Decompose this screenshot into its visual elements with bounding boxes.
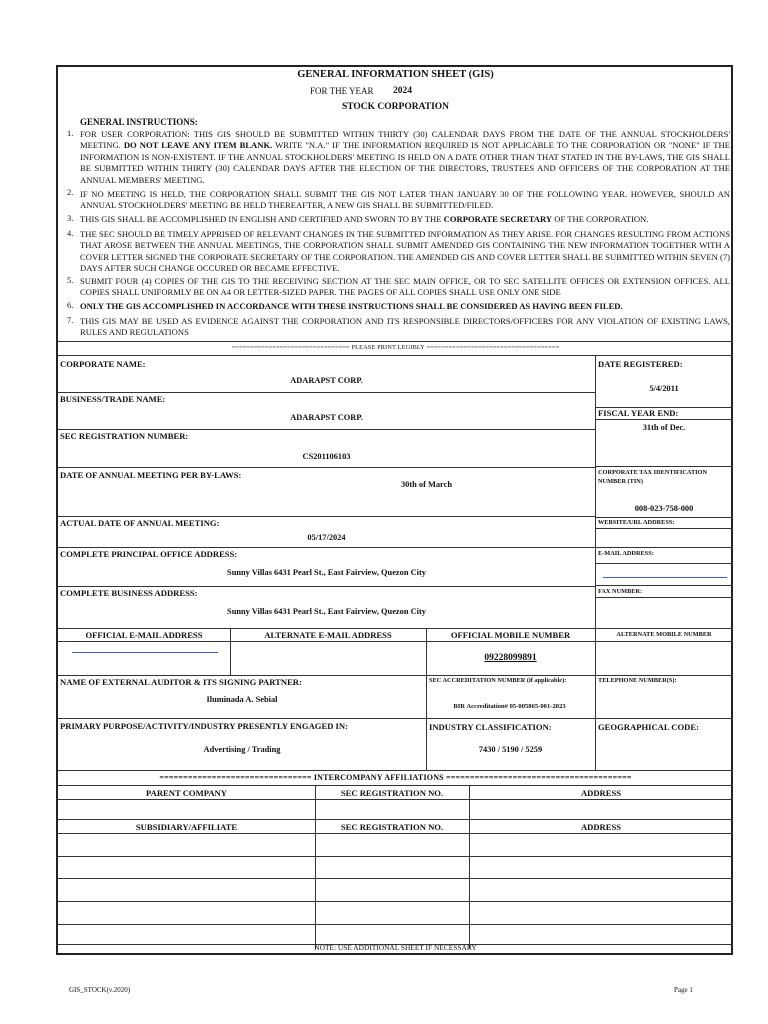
email-label: E-MAIL ADDRESS: [598, 550, 654, 557]
for-the-year-label: FOR THE YEAR [310, 86, 374, 96]
instruction-text: SUBMIT FOUR (4) COPIES OF THE GIS TO THE RECEIVING SECTION AT THE SEC MAIN OFFICE, OR TO SEC SATELLITE OFFICES OR EXTENSION OFFICES. ALL COPIES SHALL UNIFORMLY BE ON A4 OR LETTER-SIZED PAPER. THE PAGES OF ALL COPIES SHALL USE ONLY ONE SIDE [80, 276, 730, 298]
form-title: GENERAL INFORMATION SHEET (GIS) [297, 69, 494, 80]
sec-accreditation-label: SEC ACCREDITATION NUMBER (if applicable): [429, 677, 567, 684]
geo-code-label: GEOGRAPHICAL CODE: [598, 722, 699, 732]
print-legibly-banner: ================================ PLEASE PRINT LEGIBLY ==================================== [231, 344, 560, 351]
instruction-number: 7. [67, 316, 74, 325]
page-number: Page 1 [674, 986, 693, 994]
form-code: GIS_STOCK(v.2020) [69, 986, 131, 994]
instruction-number: 3. [67, 214, 74, 223]
additional-sheet-note: NOTE: USE ADDITIONAL SHEET IF NECESSARY [314, 943, 477, 952]
fax-label: FAX NUMBER: [598, 588, 643, 595]
annual-meeting-bylaws-value[interactable]: 30th of March [400, 480, 453, 489]
telephone-label: TELEPHONE NUMBER(S): [598, 677, 677, 684]
principal-address-value[interactable]: Sunny Villas 6431 Pearl St., East Fairview, Quezon City [227, 568, 426, 577]
primary-purpose-value[interactable]: Advertising / Trading [203, 745, 281, 754]
instruction-bold-text: CORPORATE SECRETARY [443, 214, 553, 224]
auditor-value[interactable]: Iluminada A. Sebial [206, 695, 278, 704]
business-address-label: COMPLETE BUSINESS ADDRESS: [60, 588, 198, 598]
instruction-bold-text: DO NOT LEAVE ANY ITEM BLANK. [123, 140, 273, 151]
instruction-text: THE SEC SHOULD BE TIMELY APPRISED OF RELEVANT CHANGES IN THE SUBMITTED INFORMATION AS THEY ARISE. FOR CHANGES RESULTING FROM ACTIONS THAT AROSE BETWEEN THE ANNUAL MEETINGS, THE CORPORATION SHALL SUBMIT AMENDED GIS CONTAINING THE NEW INFORMATION TOGETHER WITH A COVER LETTER SIGNED THE CORPORATE SECRETARY OF THE CORPORATION. THE AMENDED GIS AND COVER LETTER SHALL BE SUBMITTED WITHIN SEVEN (7) DAYS AFTER SUCH CHANGE OCCURED OR BECAME EFFECTIVE. [80, 229, 730, 274]
industry-class-value[interactable]: 7430 / 5190 / 5259 [478, 745, 543, 754]
primary-purpose-label: PRIMARY PURPOSE/ACTIVITY/INDUSTRY PRESENTLY ENGAGED IN: [60, 721, 348, 731]
official-email-field[interactable] [72, 652, 218, 653]
official-mobile-value[interactable]: 09228099891 [484, 653, 537, 663]
instruction-number: 2. [67, 188, 74, 197]
instruction-number: 1. [67, 129, 74, 138]
sec-registration-label: SEC REGISTRATION NUMBER: [60, 431, 189, 441]
official-email-label: OFFICIAL E-MAIL ADDRESS [85, 630, 203, 640]
bir-accreditation-value[interactable]: BIR Accreditation# 05-005865-001-2023 [453, 703, 566, 710]
instruction-3 [80, 214, 730, 225]
affiliations-heading: ================================ INTERCOMPANY AFFILIATIONS ======================================= [159, 773, 632, 782]
instruction-text: OF THE CORPORATION. [552, 214, 649, 224]
instruction-4 [80, 229, 730, 275]
instruction-7 [80, 316, 730, 339]
fiscal-year-end-label: FISCAL YEAR END: [598, 408, 679, 418]
year-value: 2024 [393, 86, 412, 96]
official-mobile-label: OFFICIAL MOBILE NUMBER [450, 630, 571, 640]
sec-registration-value[interactable]: CS201106103 [302, 452, 351, 461]
corporate-name-label: CORPORATE NAME: [60, 359, 146, 369]
instruction-2 [80, 189, 730, 212]
form-subtitle: STOCK CORPORATION [341, 102, 450, 112]
actual-meeting-value[interactable]: 05/17/2024 [307, 533, 346, 542]
parent-sec-reg-header: SEC REGISTRATION NO. [340, 788, 444, 798]
instruction-bold-text: ONLY THE GIS ACCOMPLISHED IN ACCORDANCE WITH THESE INSTRUCTIONS SHALL BE CONSIDERED AS HAVING BEEN FILED. [80, 301, 623, 311]
instructions-heading: GENERAL INSTRUCTIONS: [80, 117, 198, 127]
parent-address-header: ADDRESS [580, 788, 622, 798]
email-field[interactable] [603, 577, 727, 578]
date-registered-label: DATE REGISTERED: [598, 359, 683, 369]
instruction-number: 4. [67, 229, 74, 238]
tin-label: CORPORATE TAX IDENTIFICATION NUMBER (TIN) [598, 469, 708, 485]
instruction-number: 6. [67, 301, 74, 310]
instruction-text: IF NO MEETING IS HELD, THE CORPORATION SHALL SUBMIT THE GIS NOT LATER THAN JANUARY 30 OF THE FOLLOWING YEAR. HOWEVER, SHOULD AN ANNUAL STOCKHOLDERS' MEETING BE HELD THEREAFTER, A NEW GIS SHALL BE SUBMITTED/FILED. [80, 189, 730, 211]
instruction-number: 5. [67, 276, 74, 285]
business-address-value[interactable]: Sunny Villas 6431 Pearl St., East Fairview, Quezon City [227, 607, 426, 616]
instruction-6 [80, 301, 730, 312]
principal-address-label: COMPLETE PRINCIPAL OFFICE ADDRESS: [60, 549, 238, 559]
alternate-email-label: ALTERNATE E-MAIL ADDRESS [264, 630, 392, 640]
alternate-mobile-label: ALTERNATE MOBILE NUMBER [616, 631, 712, 638]
subsidiary-header: SUBSIDIARY/AFFILIATE [135, 822, 238, 832]
parent-company-header: PARENT COMPANY [146, 788, 227, 798]
instruction-text: WRITE "N.A." IF THE INFORMATION REQUIRED IS NOT APPLICABLE TO THE CORPORATION OR "NONE" IF THE INFORMATION IS NON-EXISTENT. IF THE ANNUAL STOCKHOLDERS' MEETING IS HELD ON A DATE OTHER THAN THAT STATED IN THE BY-LAWS, THE GIS SHALL BE SUBMITTED WITHIN THIRTY (30) CALENDAR DAYS AFTER THE ELECTION OF THE DIRECTORS, TRUSTEES AND OFFICERS OF THE CORPORATION AT THE ANNUAL MEMBERS' MEETING. [80, 140, 730, 185]
instruction-text: FOR USER CORPORATION: THIS GIS SHOULD BE SUBMITTED WITHIN THIRTY (30) CALENDAR DAYS FROM THE DATE OF THE ANNUAL STOCKHOLDERS' MEETING. [80, 129, 730, 151]
business-name-value[interactable]: ADARAPST CORP. [290, 413, 363, 422]
date-registered-value[interactable]: 5/4/2011 [649, 384, 679, 393]
website-label: WEBSITE/URL ADDRESS: [598, 519, 675, 526]
auditor-label: NAME OF EXTERNAL AUDITOR & ITS SIGNING PARTNER: [60, 677, 302, 687]
instruction-text: THIS GIS MAY BE USED AS EVIDENCE AGAINST THE CORPORATION AND ITS RESPONSIBLE DIRECTORS/OFFICERS FOR ANY VIOLATION OF EXISTING LAWS, RULES AND REGULATIONS [80, 316, 730, 338]
corporate-name-value[interactable]: ADARAPST CORP. [290, 376, 363, 385]
instruction-5 [80, 276, 730, 299]
form-frame [56, 65, 733, 955]
instruction-text: THIS GIS SHALL BE ACCOMPLISHED IN ENGLISH AND CERTIFIED AND SWORN TO BY THE [80, 214, 444, 224]
instruction-1 [80, 129, 730, 186]
subsidiary-sec-reg-header: SEC REGISTRATION NO. [340, 822, 444, 832]
tin-value[interactable]: 008-023-758-000 [634, 504, 694, 513]
subsidiary-address-header: ADDRESS [580, 822, 622, 832]
business-name-label: BUSINESS/TRADE NAME: [60, 394, 166, 404]
annual-meeting-bylaws-label: DATE OF ANNUAL MEETING PER BY-LAWS: [60, 470, 242, 480]
fiscal-year-end-value[interactable]: 31th of Dec. [642, 423, 686, 432]
actual-meeting-label: ACTUAL DATE OF ANNUAL MEETING: [60, 518, 220, 528]
industry-class-label: INDUSTRY CLASSIFICATION: [429, 722, 552, 732]
